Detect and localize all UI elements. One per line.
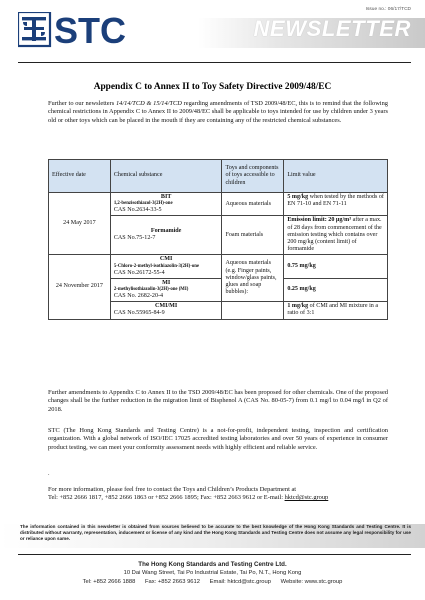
footer-org: The Hong Kong Standards and Testing Centre Ltd.: [138, 561, 287, 568]
substance-abbr: CMI: [159, 256, 173, 263]
substance-abbr: MI: [162, 279, 171, 286]
limit-cell: 0.75 mg/kg: [284, 255, 388, 278]
cas-number: CAS No.26172-55-4: [113, 269, 165, 276]
contact-line: For more information, please feel free to contact the Toys and Children’s Products Department at: [48, 486, 297, 493]
amendments-paragraph: Further amendments to Appendix C to Annex II to the TSD 2009/48/EC has been proposed for other chemicals. One of the proposed changes shall be the further reduction in the migration limit of Bisphenol A (CAS No. 80-05-7) from 0.1 mg/l to 0.04 mg/l in Q2 of 2018.: [48, 389, 388, 413]
toys-cell: Aqueous materials: [222, 193, 284, 216]
toys-cell: Aqueous materials (e.g. Finger paints, window/glass paints, glues and soap bubbles):: [222, 255, 284, 302]
effective-date-cell: 24 November 2017: [49, 255, 111, 319]
footer-address: 10 Dai Wang Street, Tai Po Industrial Estate, Tai Po, N.T., Hong Kong: [123, 570, 302, 576]
substance-abbr: BIT: [160, 194, 172, 200]
newsletter-label: NEWSLETTER: [253, 16, 411, 41]
dot-mark: .: [48, 471, 50, 477]
svg-text:STC: STC: [54, 12, 126, 48]
cas-number: CAS No.75-12-7: [113, 235, 156, 242]
header-effective-date: Effective date: [49, 160, 111, 193]
restriction-table: [48, 159, 388, 320]
cas-number: CAS No.2634-33-5: [113, 207, 162, 214]
limit-cell: Emission limit: 20 µg/m³ after a max. of 28 days from commencement of the emission testing which contains over 200 mg/kg (content limit) of formamide: [284, 216, 388, 255]
cas-number: CAS No.55965-84-9: [113, 310, 165, 317]
substance-cell: [110, 302, 222, 319]
intro-paragraph: Further to our newsletters 14/14/TCD & 15/14/TCD regarding amendments of TSD 2009/48/EC, this is to remind that the following chemical restrictions in Appendix C to Annex II to 2009/48/EC shall be applicable to toys intended for use by children under 3 years old or other toys which can be placed in the mouth if they are containing any of the restricted chemical substances.: [48, 100, 388, 124]
newsletter-header: [0, 0, 425, 62]
header-chemical-substance: Chemical substance: [110, 160, 222, 193]
cas-number: CAS No. 2682-20-4: [113, 293, 164, 300]
substance-name: 2-methylisothiazolin-3(2H)-one (MI): [113, 287, 189, 293]
toys-cell: [222, 302, 284, 319]
substance-name: 5-Chloro-2-methyl-isothiazolin-3(2H)-one: [113, 263, 200, 269]
header-divider: [18, 62, 411, 63]
substance-abbr: Formamide: [150, 228, 182, 235]
page-title: Appendix C to Annex II to Toy Safety Directive 2009/48/EC: [93, 82, 332, 92]
footer-contacts: Tel: +852 2666 1888 Fax: +852 2663 9612 Email: hktcd@stc.group Website: www.stc.group: [82, 579, 343, 585]
footer-divider: [18, 554, 411, 555]
contact-paragraph: [48, 486, 388, 503]
table-header-row: [49, 160, 388, 193]
substance-cell: [110, 255, 222, 278]
about-stc-paragraph: STC (The Hong Kong Standards and Testing Centre) is a not-for-profit, independent testing, inspection and certification organization. With a global network of ISO/IEC 17025 accredited testing laboratories and over 50 years of experience in consumer product testing, we can meet your conformity assessment needs with highly efficient and reliable service.: [48, 427, 388, 451]
contact-line: Tel: +852 2666 1817, +852 2666 1863 or +852 2666 1895; Fax: +852 2663 9612 or E-mail: hktcd@stc.group: [48, 494, 329, 502]
substance-name: 1,2-benzisothiazol-3(2H)-one: [113, 201, 173, 207]
newsletter-references: 14/14/TCD & 15/14/TCD: [115, 100, 182, 107]
toys-cell: Foam materials: [222, 216, 284, 255]
stc-logo: [18, 12, 166, 48]
limit-cell: 1 mg/kg of CMI and MI mixture in a ratio of 3:1: [284, 302, 388, 319]
substance-cell: [110, 193, 222, 216]
substance-cell: [110, 278, 222, 301]
issue-number: Issue no.: 06/17/TCD: [365, 7, 411, 12]
substance-abbr: CMI/MI: [154, 303, 178, 310]
limit-cell: 0.25 mg/kg: [284, 278, 388, 301]
header-toys-components: Toys and components of toys accessible to children: [222, 160, 284, 193]
limit-cell: 5 mg/kg when tested by the methods of EN 71-10 and EN 71-11: [284, 193, 388, 216]
table-row: [49, 255, 388, 278]
table-row: [49, 193, 388, 216]
disclaimer: The information contained in this newsletter is obtained from sources believed to be accurate to the best knowledge of the Hong Kong Standards and Testing Centre. It is distributed without warranty, representation, inducement or license of any kind and the Hong Kong Standards and Testing Centre does not assume any legal responsibility for use or reliance upon same.: [20, 524, 411, 541]
substance-cell: [110, 216, 222, 255]
header-limit-value: Limit value: [284, 160, 388, 193]
contact-email-link[interactable]: hktcd@stc.group: [284, 494, 329, 502]
effective-date-cell: 24 May 2017: [49, 193, 111, 255]
